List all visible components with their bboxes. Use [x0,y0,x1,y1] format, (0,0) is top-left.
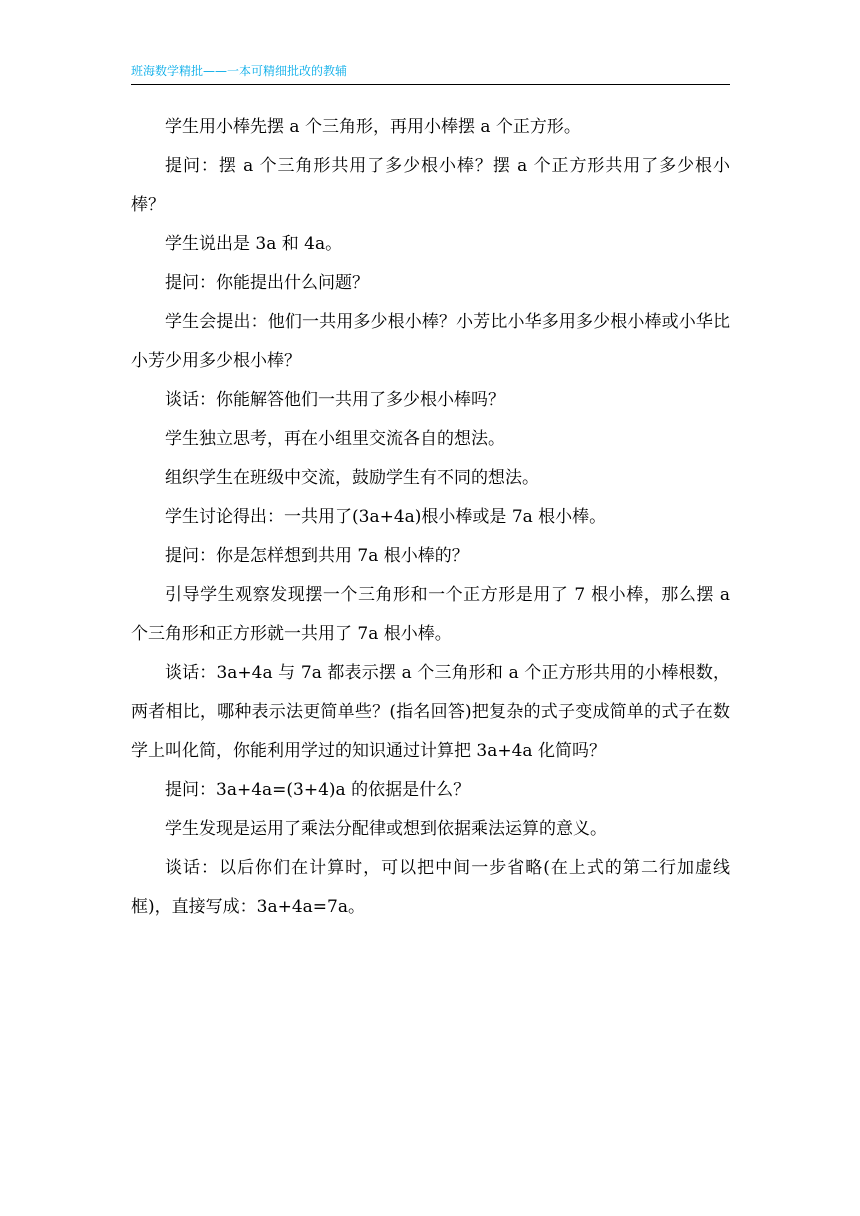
header-title: 班海数学精批——一本可精细批改的教辅 [131,64,348,78]
paragraph: 谈话：3a+4a 与 7a 都表示摆 a 个三角形和 a 个正方形共用的小棒根数，两者相比，哪种表示法更简单些？(指名回答)把复杂的式子变成简单的式子在数学上叫化简，你能利用学过的知识通过计算把 3a+4a 化简吗？ [131,663,730,761]
paragraph: 谈话：你能解答他们一共用了多少根小棒吗？ [165,390,505,410]
paragraph: 学生会提出：他们一共用多少根小棒？小芳比小华多用多少根小棒或小华比小芳少用多少根小棒？ [131,312,730,371]
paragraph: 学生用小棒先摆 a 个三角形，再用小棒摆 a 个正方形。 [165,117,581,137]
paragraph: 提问：你能提出什么问题？ [165,273,369,293]
page-header [131,58,730,85]
paragraph: 学生发现是运用了乘法分配律或想到依据乘法运算的意义。 [165,819,607,839]
document-body [131,108,730,927]
paragraph: 学生讨论得出：一共用了(3a+4a)根小棒或是 7a 根小棒。 [165,507,607,527]
paragraph: 学生独立思考，再在小组里交流各自的想法。 [165,429,505,449]
paragraph: 提问：你是怎样想到共用 7a 根小棒的？ [165,546,469,566]
paragraph: 组织学生在班级中交流，鼓励学生有不同的想法。 [165,468,539,488]
paragraph: 提问：3a+4a=(3+4)a 的依据是什么？ [165,780,471,800]
paragraph: 引导学生观察发现摆一个三角形和一个正方形是用了 7 根小棒，那么摆 a 个三角形和正方形就一共用了 7a 根小棒。 [131,585,730,644]
paragraph: 学生说出是 3a 和 4a。 [165,234,343,254]
paragraph: 谈话：以后你们在计算时，可以把中间一步省略(在上式的第二行加虚线框)，直接写成：3a+4a=7a。 [131,858,730,917]
paragraph: 提问：摆 a 个三角形共用了多少根小棒？摆 a 个正方形共用了多少根小棒？ [131,156,730,215]
